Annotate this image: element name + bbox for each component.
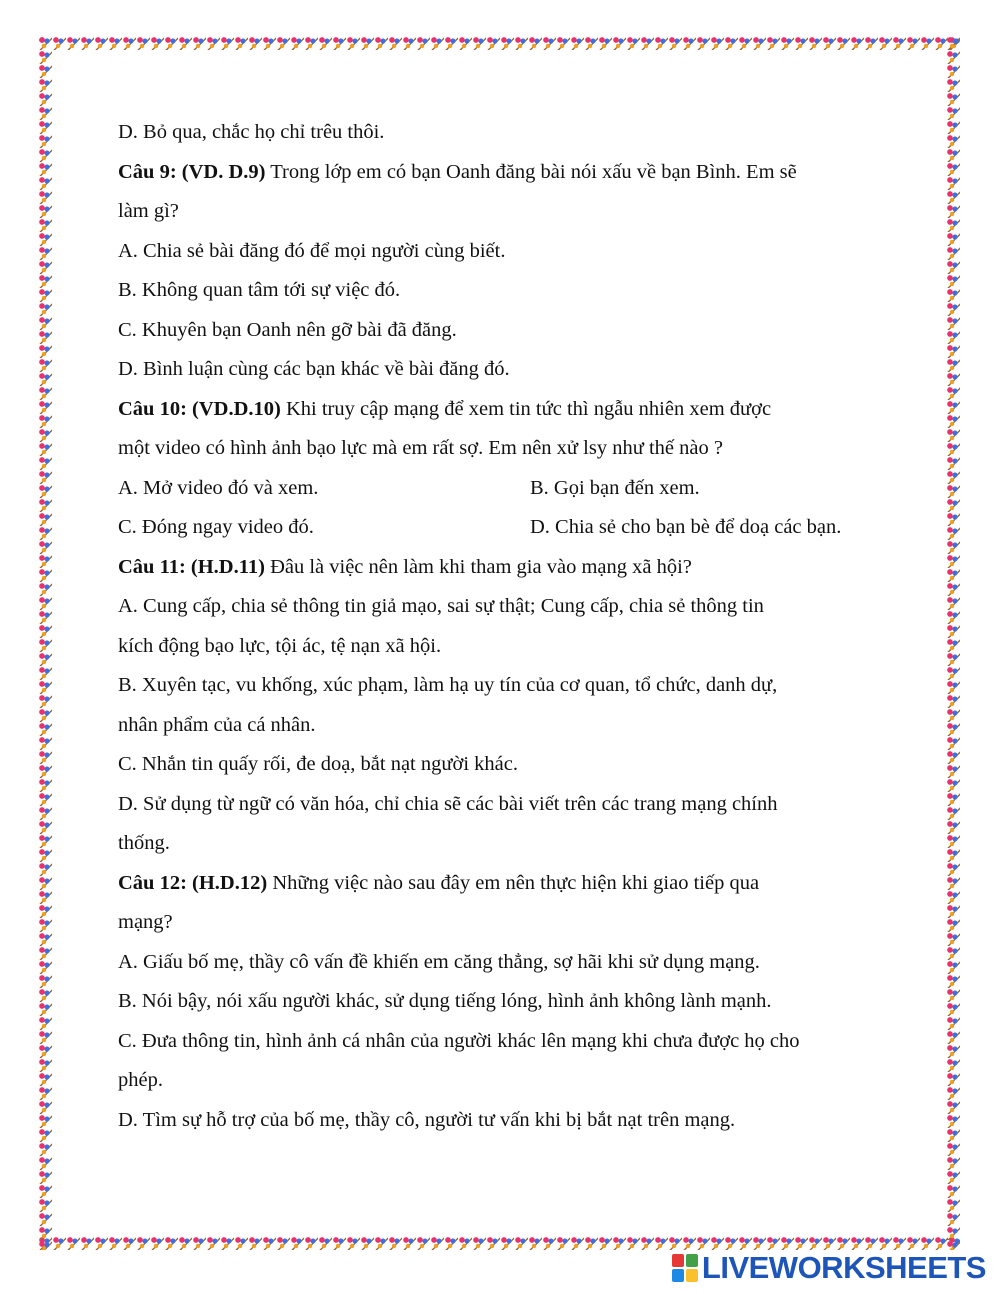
liveworksheets-logo-icon xyxy=(672,1254,698,1282)
q12-option-c: C. Đưa thông tin, hình ảnh cá nhân của người khác lên mạng khi chưa được họ cho xyxy=(118,1029,800,1052)
q9-stem xyxy=(118,153,888,193)
q9-option-b: B. Không quan tâm tới sự việc đó. xyxy=(118,279,401,301)
q12-stem-cont: mạng? xyxy=(118,911,173,933)
q10-stem-cont: một video có hình ảnh bạo lực mà em rất sợ. Em nên xử lsy như thế nào ? xyxy=(118,437,723,459)
q11-option-c: C. Nhắn tin quấy rối, đe doạ, bắt nạt người khác. xyxy=(118,753,518,775)
q12-label xyxy=(118,872,267,894)
decorative-border-left xyxy=(38,36,52,1250)
q11-option-a: A. Cung cấp, chia sẻ thông tin giả mạo, sai sự thật; Cung cấp, chia sẻ thông tin xyxy=(118,595,764,617)
worksheet-content xyxy=(118,113,888,1140)
q9-stem-cont: làm gì? xyxy=(118,200,179,222)
q12-option-b: B. Nói bậy, nói xấu người khác, sử dụng tiếng lóng, hình ảnh không lành mạnh. xyxy=(118,990,772,1012)
q10-option-d: D. Chia sẻ cho bạn bè để doạ các bạn. xyxy=(530,516,842,538)
q11-label-suffix: ) xyxy=(258,555,265,578)
q11-option-d-cont: thống. xyxy=(118,832,170,854)
q11-option-b: B. Xuyên tạc, vu khống, xúc phạm, làm hạ uy tín của cơ quan, tổ chức, danh dự, xyxy=(118,674,778,696)
liveworksheets-brand[interactable] xyxy=(672,1252,986,1284)
q10-option-a: A. Mở video đó và xem. xyxy=(118,476,319,499)
q11-label xyxy=(118,556,265,578)
q12-option-a: A. Giấu bố mẹ, thầy cô vấn đề khiến em căng thẳng, sợ hãi khi sử dụng mạng. xyxy=(118,950,760,973)
q11-text: Đâu là việc nên làm khi tham gia vào mạng xã hội? xyxy=(264,555,692,578)
q11-option-b-cont: nhân phẩm của cá nhân. xyxy=(118,713,316,736)
q10-option-c: C. Đóng ngay video đó. xyxy=(118,516,314,538)
q11-stem xyxy=(118,548,888,588)
q9-text: Trong lớp em có bạn Oanh đăng bài nói xấu về bạn Bình. Em sẽ xyxy=(265,160,797,183)
decorative-border-top xyxy=(38,36,960,50)
q11-option-d: D. Sử dụng từ ngữ có văn hóa, chỉ chia sẽ các bài viết trên các trang mạng chính xyxy=(118,792,778,815)
q10-label: Câu 10: (VD.D.10) xyxy=(118,397,281,420)
q9-option-a: A. Chia sẻ bài đăng đó để mọi người cùng biết. xyxy=(118,239,506,262)
q10-stem xyxy=(118,390,888,430)
q11-label-code: H.D.11 xyxy=(197,555,259,578)
q10-options-row-1 xyxy=(118,469,888,509)
q8-option-d: D. Bỏ qua, chắc họ chỉ trêu thôi. xyxy=(118,121,385,143)
brand-name: LIVEWORKSHEETS xyxy=(701,1250,986,1285)
logo-square-4 xyxy=(686,1269,698,1282)
q10-options-row-2 xyxy=(118,508,888,548)
q12-label-prefix: Câu 12: ( xyxy=(118,871,199,894)
q10-option-b: B. Gọi bạn đến xem. xyxy=(530,476,700,499)
q12-label-code: H.D.12 xyxy=(198,871,261,894)
q9-option-c: C. Khuyên bạn Oanh nên gỡ bài đã đăng. xyxy=(118,318,457,341)
q9-label: Câu 9: (VD. D.9) xyxy=(118,160,266,183)
logo-square-2 xyxy=(686,1254,698,1267)
q10-text: Khi truy cập mạng để xem tin tức thì ngẫu nhiên xem được xyxy=(280,397,772,420)
q12-option-d: D. Tìm sự hỗ trợ của bố mẹ, thầy cô, người tư vấn khi bị bắt nạt trên mạng. xyxy=(118,1108,736,1131)
decorative-border-right xyxy=(946,36,960,1250)
q11-option-a-cont: kích động bạo lực, tội ác, tệ nạn xã hội. xyxy=(118,634,442,657)
q12-stem xyxy=(118,864,888,904)
logo-square-1 xyxy=(672,1254,684,1267)
q9-option-d: D. Bình luận cùng các bạn khác về bài đăng đó. xyxy=(118,358,510,380)
q11-label-prefix: Câu 11: ( xyxy=(118,555,198,578)
q12-label-suffix: ) xyxy=(260,871,268,894)
q12-option-c-cont: phép. xyxy=(118,1069,163,1091)
decorative-border-bottom xyxy=(38,1236,960,1250)
q12-text: Những việc nào sau đây em nên thực hiện khi giao tiếp qua xyxy=(267,871,760,894)
logo-square-3 xyxy=(672,1269,684,1282)
